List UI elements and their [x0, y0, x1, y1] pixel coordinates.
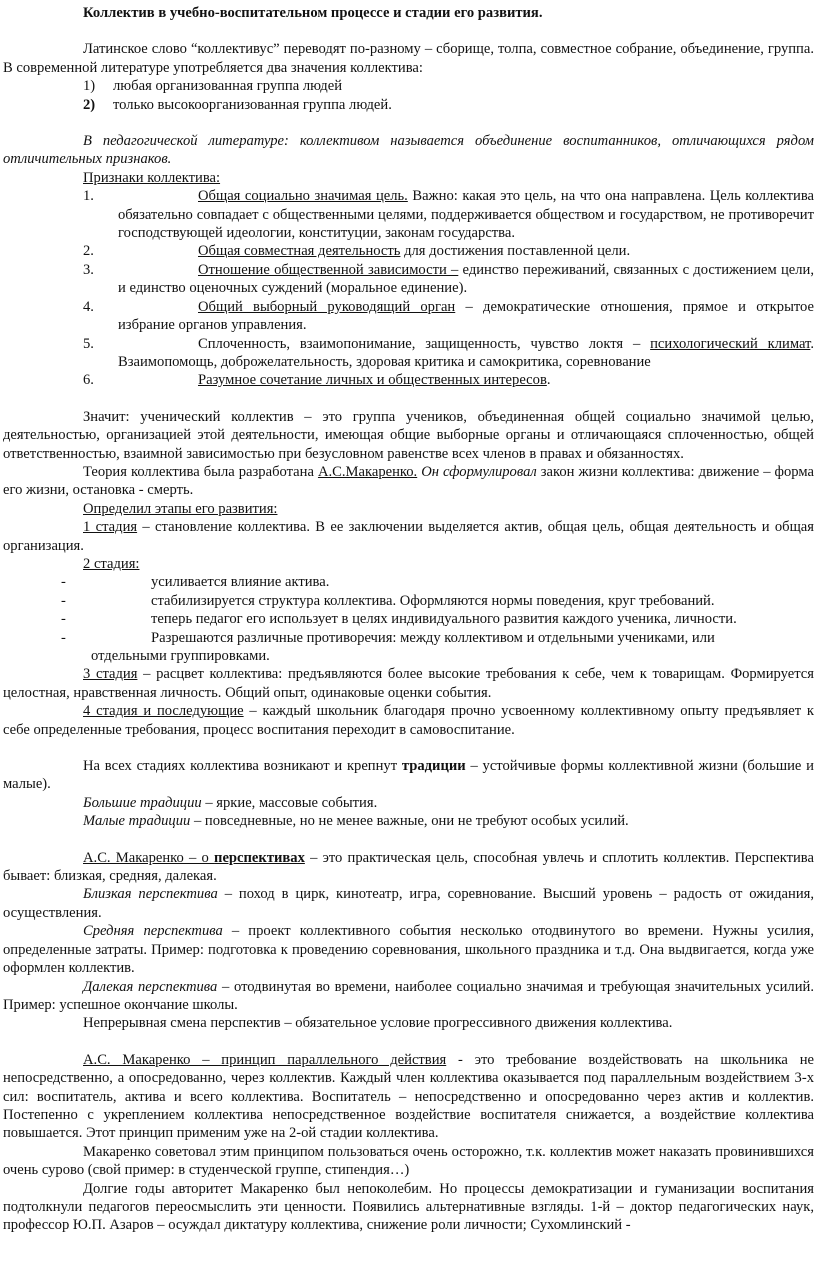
theory-italic: Он сформулировал	[417, 463, 537, 480]
perspectives-paragraph	[3, 849, 814, 886]
list-item	[3, 298, 814, 335]
far-perspective-paragraph	[3, 978, 814, 1015]
list-number: 1)	[83, 78, 96, 95]
meanings-list	[3, 77, 814, 114]
middle-perspective-term: Средняя перспектива	[83, 923, 223, 940]
stage-2-list	[3, 573, 814, 665]
sign-term: Общая совместная деятельность	[198, 243, 401, 260]
traditions-pre: На всех стадиях коллектива возникают и крепнут	[83, 758, 402, 775]
sign-term: Общая социально значимая цель.	[198, 188, 408, 205]
perspectives-rest: – это практическая цель, способная увлечь и сплотить коллектив. Перспектива бывает: близкая, средняя, далекая.	[3, 849, 814, 885]
perspectives-term: перспективах	[214, 849, 305, 866]
list-text: усиливается влияние актива.	[151, 574, 330, 591]
sign-text: для достижения поставленной цели.	[400, 243, 631, 260]
list-item	[3, 629, 814, 647]
stage-1-paragraph	[3, 518, 814, 555]
dash-mark: -	[61, 574, 66, 591]
list-number: 2.	[83, 243, 94, 260]
list-item	[3, 610, 814, 628]
small-traditions-term: Малые традиции	[83, 813, 191, 830]
sign-term: Разумное сочетание личных и общественных интересов	[198, 372, 547, 389]
sign-text: .	[546, 372, 551, 389]
list-text: только высокоорганизованная группа людей.	[113, 96, 392, 113]
traditions-paragraph	[3, 757, 814, 794]
sign-term: Общий выборный руководящий орган	[198, 298, 456, 315]
dash-mark: -	[61, 629, 66, 646]
list-number: 2)	[83, 96, 96, 113]
list-item	[3, 187, 814, 242]
author-name: А.С.Макаренко.	[317, 463, 418, 480]
big-traditions-term: Большие традиции	[83, 794, 202, 811]
intro-paragraph: Латинское слово “коллективус” переводят по-разному – сборище, толпа, совместное собрание, объединение, группа. В современной литературе употребляется два значения коллектива:	[3, 41, 814, 76]
near-perspective-text: – поход в цирк, кинотеатр, игра, соревнование. Высший уровень – радость от ожидания, осуществления.	[3, 886, 814, 921]
list-number: 5.	[83, 335, 94, 352]
far-perspective-text: – отодвинутая во времени, наиболее социально значимая и требующая значительных усилий. Пример: успешное окончание школы.	[3, 978, 814, 1013]
dash-mark: -	[61, 592, 66, 609]
list-item	[3, 335, 814, 372]
theory-paragraph	[3, 463, 814, 500]
stages-heading: Определил этапы его развития:	[83, 500, 278, 517]
authority-paragraph: Долгие годы авторитет Макаренко был непоколебим. Но процессы демократизации и гуманизации воспитания подтолкнули педагогов переосмыслить эти ценности. Появились альтернативные взгляды. 1-й – доктор педагогических наук, профессор Ю.П. Азаров – осуждал диктатуру коллектива, снижение роли личности; Сухомлинский -	[3, 1180, 814, 1234]
sign-pre-text: Сплоченность, взаимопонимание, защищенность, чувство локтя –	[198, 335, 651, 352]
list-item	[3, 573, 814, 591]
far-perspective-term: Далекая перспектива	[83, 978, 218, 995]
list-text: стабилизируется структура коллектива. Оформляются нормы поведения, круг требований.	[151, 592, 715, 609]
list-item	[3, 96, 814, 114]
sign-term: Отношение общественной зависимости –	[198, 261, 459, 278]
list-item	[3, 261, 814, 298]
advice-paragraph: Макаренко советовал этим принципом пользоваться очень осторожно, т.к. коллектив может наказать провинившихся очень сурово (свой пример: в студенческой группе, стипендия…)	[3, 1143, 814, 1179]
list-text: теперь педагог его использует в целях индивидуального развития каждого ученика, личности.	[151, 611, 737, 628]
stage-text: – каждый школьник благодаря прочно усвоенному коллективному опыту предъявляет к себе определенные требования, процесс воспитания переходит в самовоспитание.	[3, 703, 814, 738]
stage-text: – расцвет коллектива: предъявляются более высокие требования к себе, чем к товарищам. Формируется целостная, нравственная личность. Общий опыт, одинаковые оценки события.	[3, 666, 814, 701]
parallel-text: - это требование воздействовать на школьника не непосредственно, а опосредованно, через коллектив. Каждый член коллектива оказывается под параллельным воздействием 3-х сил: воспитатель, актива и всего коллектива. Воспитатель – непосредственно и опосредованно через актив и коллектив. Постепенно с укреплением коллектива непосредственное воздействие воспитателя снижается, а воздействие коллектива повышается. Этот принцип применим уже на 2-ой стадии коллектива.	[3, 1051, 814, 1142]
sign-text: – демократические отношения, прямое и открытое избрание органов управления.	[118, 298, 815, 334]
stage-label: 3 стадия	[83, 666, 138, 683]
list-text: любая организованная группа людей	[113, 78, 343, 95]
stage-label: 1 стадия	[83, 519, 138, 536]
dash-mark: -	[61, 611, 66, 628]
list-item	[3, 371, 814, 389]
list-number: 4.	[83, 298, 94, 315]
sign-term: психологический климат	[650, 335, 811, 352]
list-number: 1.	[83, 188, 94, 205]
list-item	[3, 242, 814, 260]
conclusion-paragraph: Значит: ученический коллектив – это группа учеников, объединенная общей социально значимой целью, деятельностью, организацией этой деятельности, имеющая общие выборные органы и отличающаяся сплоченностью, общей ответственностью, взаимной зависимостью при безусловном равенстве всех членов в правах и обязанностях.	[3, 408, 814, 462]
theory-rest: закон жизни коллектива: движение – форма его жизни, остановка - смерть.	[3, 463, 814, 499]
near-perspective-paragraph	[3, 885, 814, 922]
sign-text: . Взаимопомощь, доброжелательность, здоровая критика и самокритика, соревнование	[118, 335, 814, 370]
perspectives-pre: А.С. Макаренко – о	[83, 849, 215, 866]
traditions-rest: – устойчивые формы коллективной жизни (большие и малые).	[3, 758, 814, 793]
list-number: 6.	[83, 372, 94, 389]
continuous-paragraph: Непрерывная смена перспектив – обязательное условие прогрессивного движения коллектива.	[83, 1015, 673, 1032]
signs-list	[3, 187, 814, 389]
theory-pre: Теория коллектива была разработана	[83, 463, 318, 480]
definition-paragraph: В педагогической литературе: коллективом называется объединение воспитанников, отличающихся рядом отличительных признаков.	[3, 133, 814, 168]
list-item	[3, 77, 814, 95]
stage-label: 4 стадия и последующие	[83, 703, 244, 720]
small-traditions-text: – повседневные, но не менее важные, они не требуют особых усилий.	[190, 813, 629, 830]
sign-text: Важно: какая это цель, на что она направлена. Цель коллектива обязательно совпадает с общественными целями, поддерживается обществом и государством, не противоречит господствующей идеологии, конституции, законам государства.	[118, 188, 814, 242]
list-item-continuation: отдельными группировками.	[91, 648, 270, 664]
page-title: Коллектив в учебно-воспитательном процессе и стадии его развития.	[83, 5, 543, 21]
traditions-term: традиции	[401, 758, 466, 775]
parallel-label: А.С. Макаренко – принцип параллельного действия	[83, 1051, 447, 1068]
list-item	[3, 592, 814, 610]
near-perspective-term: Близкая перспектива	[83, 886, 218, 903]
small-traditions-paragraph	[3, 812, 814, 830]
big-traditions-paragraph	[3, 794, 814, 812]
middle-perspective-paragraph	[3, 922, 814, 977]
signs-heading: Признаки коллектива:	[83, 169, 221, 186]
stage-text: – становление коллектива. В ее заключении выделяется актив, общая цель, общая деятельность и общая организация.	[3, 519, 814, 554]
stage-3-paragraph	[3, 665, 814, 702]
stage-4-paragraph	[3, 702, 814, 739]
middle-perspective-text: – проект коллективного события несколько отодвинутого во времени. Нужны усилия, определенные затраты. Пример: подготовка к проведению соревнования, школьного праздника и т.д. Она выдвигается, когда уже оформлен коллектив.	[3, 923, 814, 977]
list-number: 3.	[83, 261, 94, 278]
parallel-paragraph	[3, 1051, 814, 1143]
list-text: Разрешаются различные противоречия: между коллективом и отдельными учениками, или	[151, 629, 715, 646]
sign-text: единство переживаний, связанных с достижением цели, и единство оценочных суждений (моральное единение).	[118, 261, 814, 297]
stage-2-label: 2 стадия:	[83, 555, 140, 572]
big-traditions-text: – яркие, массовые события.	[201, 794, 378, 811]
